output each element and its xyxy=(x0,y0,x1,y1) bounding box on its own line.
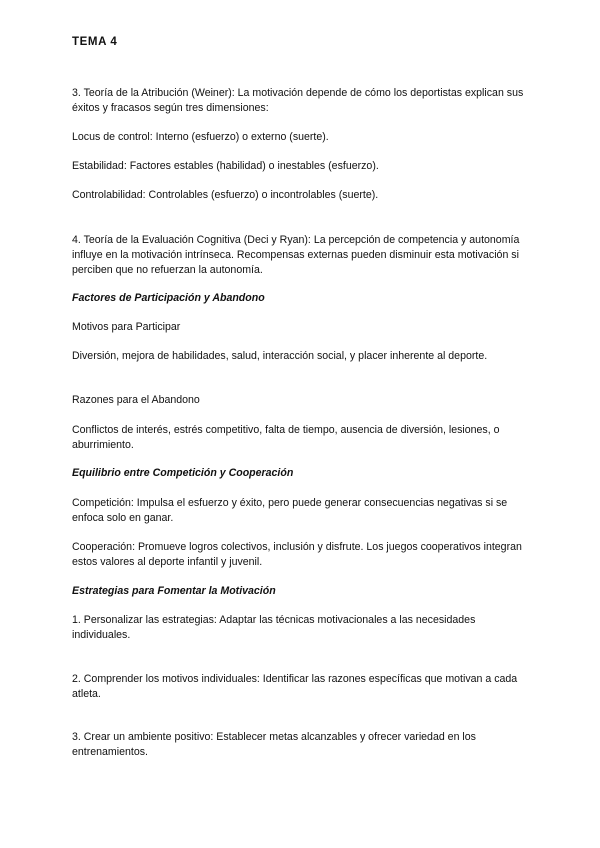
dropout-label: Razones para el Abandono xyxy=(72,394,200,406)
strategy-item: 1. Personalizar las estrategias: Adaptar las técnicas motivacionales a las necesidades individuales. xyxy=(72,614,476,641)
attribution-control: Controlabilidad: Controlables (esfuerzo) o incontrolables (suerte). xyxy=(72,189,379,201)
motives-label: Motivos para Participar xyxy=(72,321,181,333)
motives-text: Diversión, mejora de habilidades, salud, interacción social, y placer inherente al deporte. xyxy=(72,350,488,362)
attribution-stability: Estabilidad: Factores estables (habilidad) o inestables (esfuerzo). xyxy=(72,160,379,172)
balance-heading: Equilibrio entre Competición y Cooperación xyxy=(72,467,294,479)
competition-text: Competición: Impulsa el esfuerzo y éxito, pero puede generar consecuencias negativas si se enfoca solo en ganar. xyxy=(72,497,508,524)
participation-heading: Factores de Participación y Abandono xyxy=(72,292,265,304)
page-title: TEMA 4 xyxy=(72,36,118,48)
cognitive-evaluation-text: 4. Teoría de la Evaluación Cognitiva (Deci y Ryan): La percepción de competencia y autonomía influye en la motivación intrínseca. Recompensas externas pueden disminuir esta motivación si perciben que no refuerzan la autonomía. xyxy=(72,234,520,276)
dropout-text: Conflictos de interés, estrés competitivo, falta de tiempo, ausencia de diversión, lesiones, o aburrimiento. xyxy=(72,424,500,451)
attribution-locus: Locus de control: Interno (esfuerzo) o externo (suerte). xyxy=(72,131,329,143)
attribution-intro: 3. Teoría de la Atribución (Weiner): La motivación depende de cómo los deportistas explican sus éxitos y fracasos según tres dimensiones: xyxy=(72,87,524,114)
strategy-item: 2. Comprender los motivos individuales: Identificar las razones específicas que motivan a cada atleta. xyxy=(72,673,518,700)
strategies-heading: Estrategias para Fomentar la Motivación xyxy=(72,585,276,597)
cooperation-text: Cooperación: Promueve logros colectivos, inclusión y disfrute. Los juegos cooperativos integran estos valores al deporte infantil y juvenil. xyxy=(72,541,522,568)
strategy-item: 3. Crear un ambiente positivo: Establecer metas alcanzables y ofrecer variedad en los entrenamientos. xyxy=(72,731,476,758)
